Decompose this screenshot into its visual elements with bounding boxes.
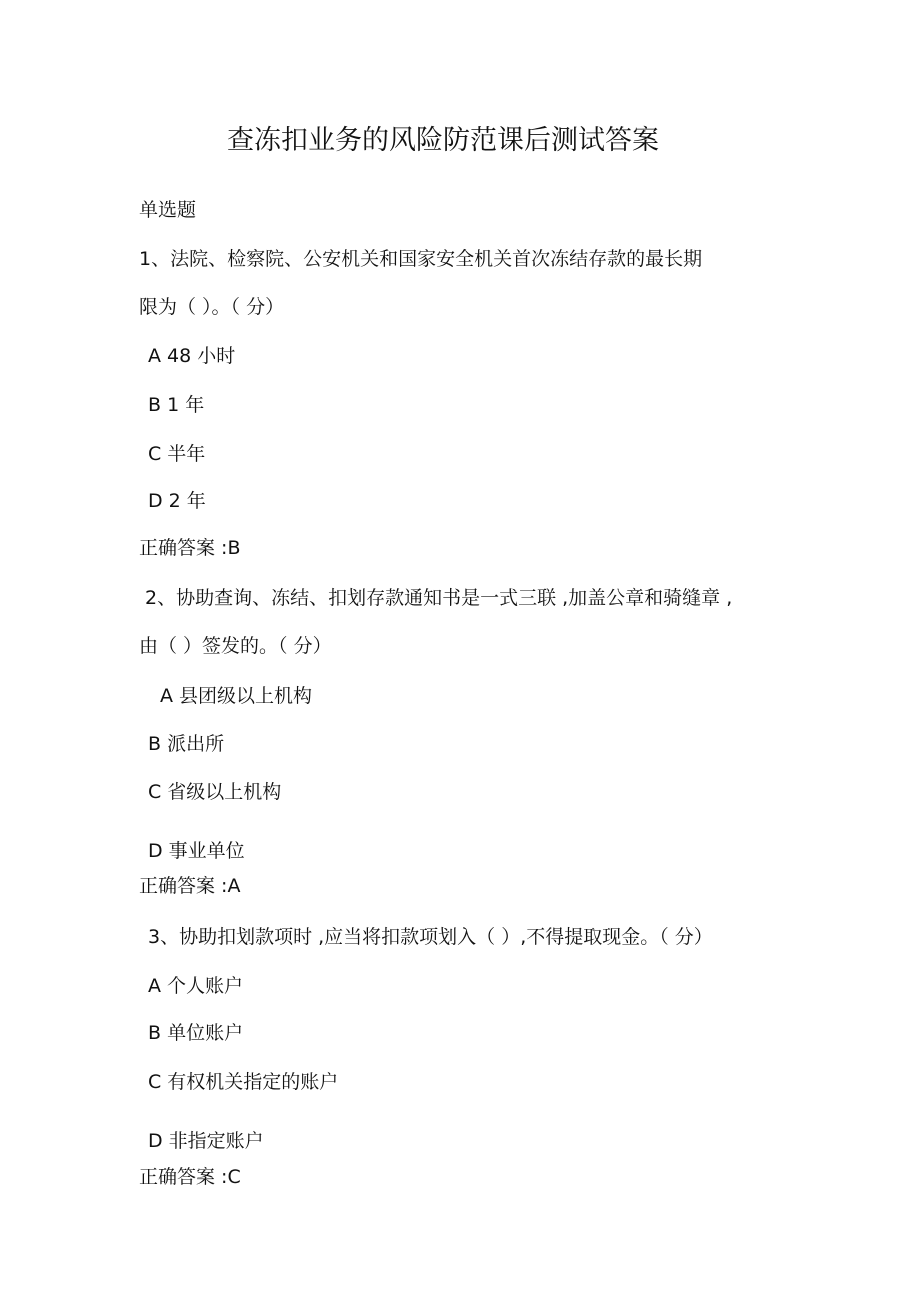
- option-c: C 有权机关指定的账户: [148, 1071, 339, 1093]
- option-b: B 单位账户: [148, 1022, 244, 1044]
- option-a: A 县团级以上机构: [160, 685, 313, 707]
- option-c: C 省级以上机构: [148, 781, 282, 803]
- question-text-line: 1、法院、检察院、公安机关和国家安全机关首次冻结存款的最长期: [139, 248, 703, 270]
- option-c: C 半年: [148, 443, 206, 465]
- correct-answer: 正确答案 :A: [139, 875, 241, 897]
- option-d: D 事业单位: [148, 840, 245, 862]
- option-b: B 1 年: [148, 394, 205, 416]
- option-d: D 2 年: [148, 490, 206, 512]
- option-a: A 48 小时: [148, 345, 236, 367]
- question-text-line: 2、协助查询、冻结、扣划存款通知书是一式三联 ,加盖公章和骑缝章 ,: [145, 587, 733, 609]
- document-title: 查冻扣业务的风险防范课后测试答案: [227, 125, 659, 156]
- question-text-line: 限为（ ）。（ 分）: [139, 296, 285, 318]
- correct-answer: 正确答案 :C: [139, 1166, 241, 1188]
- question-text-line: 3、协助扣划款项时 ,应当将扣款项划入（ ）,不得提取现金。（ 分）: [148, 926, 713, 948]
- correct-answer: 正确答案 :B: [139, 537, 241, 559]
- option-a: A 个人账户: [148, 975, 244, 997]
- question-text-line: 由（ ）签发的。（ 分）: [139, 635, 332, 657]
- section-heading: 单选题: [139, 199, 197, 221]
- option-b: B 派出所: [148, 733, 225, 755]
- option-d: D 非指定账户: [148, 1130, 264, 1152]
